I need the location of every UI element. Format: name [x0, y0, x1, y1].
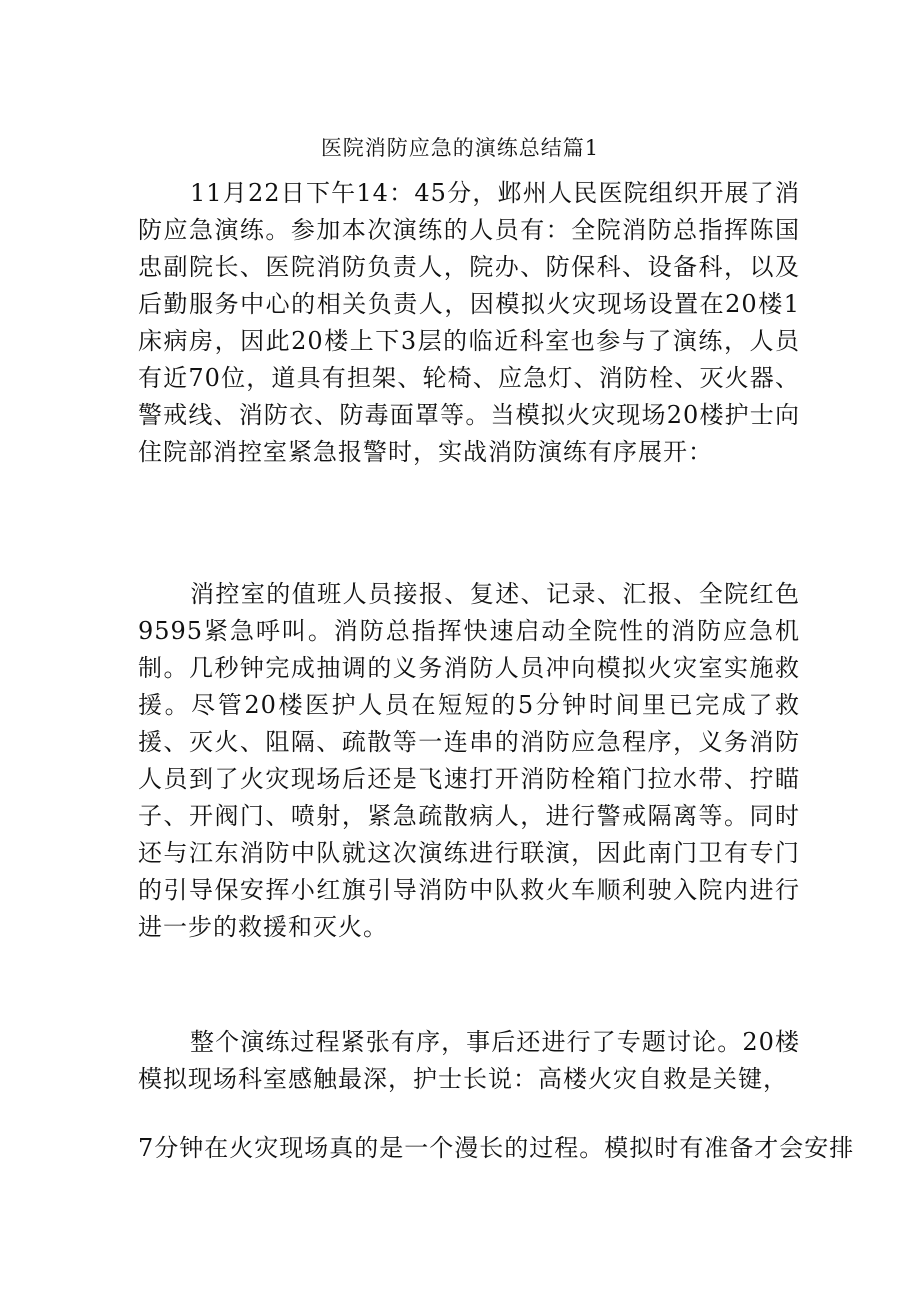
paragraph-4: 7分钟在火灾现场真的是一个漫长的过程。模拟时有准备才会安排 [138, 1134, 855, 1162]
paragraph-1: 11月22日下午14：45分，邺州人民医院组织开展了消防应急演练。参加本次演练的人员有：全院消防总指挥陈国忠副院长、医院消防负责人，院办、防保科、设备科，以及后勤服务中心的相关负责人，因模拟火灾现场设置在20楼1床病房，因此20楼上下3层的临近科室也参与了演练，人员有近70位，道具有担架、轮椅、应急灯、消防栓、灭火器、警戒线、消防衣、防毒面罩等。当模拟火灾现场20楼护士向住院部消控室紧急报警时，实战消防演练有序展开： [138, 179, 800, 466]
paragraph-3: 整个演练过程紧张有序，事后还进行了专题讨论。20楼模拟现场科室感触最深，护士长说：高楼火灾自救是关键， [138, 1028, 800, 1093]
document-title: 医院消防应急的演练总结篇1 [320, 136, 600, 160]
paragraph-2: 消控室的值班人员接报、复述、记录、汇报、全院红色9595紧急呼叫。消防总指挥快速启动全院性的消防应急机制。几秒钟完成抽调的义务消防人员冲向模拟火灾室实施救援。尽管20楼医护人员在短短的5分钟时间里已完成了救援、灭火、阻隔、疏散等一连串的消防应急程序，义务消防人员到了火灾现场后还是飞速打开消防栓箱门拉水带、拧瞄子、开阀门、喷射，紧急疏散病人，进行警戒隔离等。同时还与江东消防中队就这次演练进行联演，因此南门卫有专门的引导保安挥小红旗引导消防中队救火车顺利驶入院内进行进一步的救援和灭火。 [138, 580, 800, 941]
